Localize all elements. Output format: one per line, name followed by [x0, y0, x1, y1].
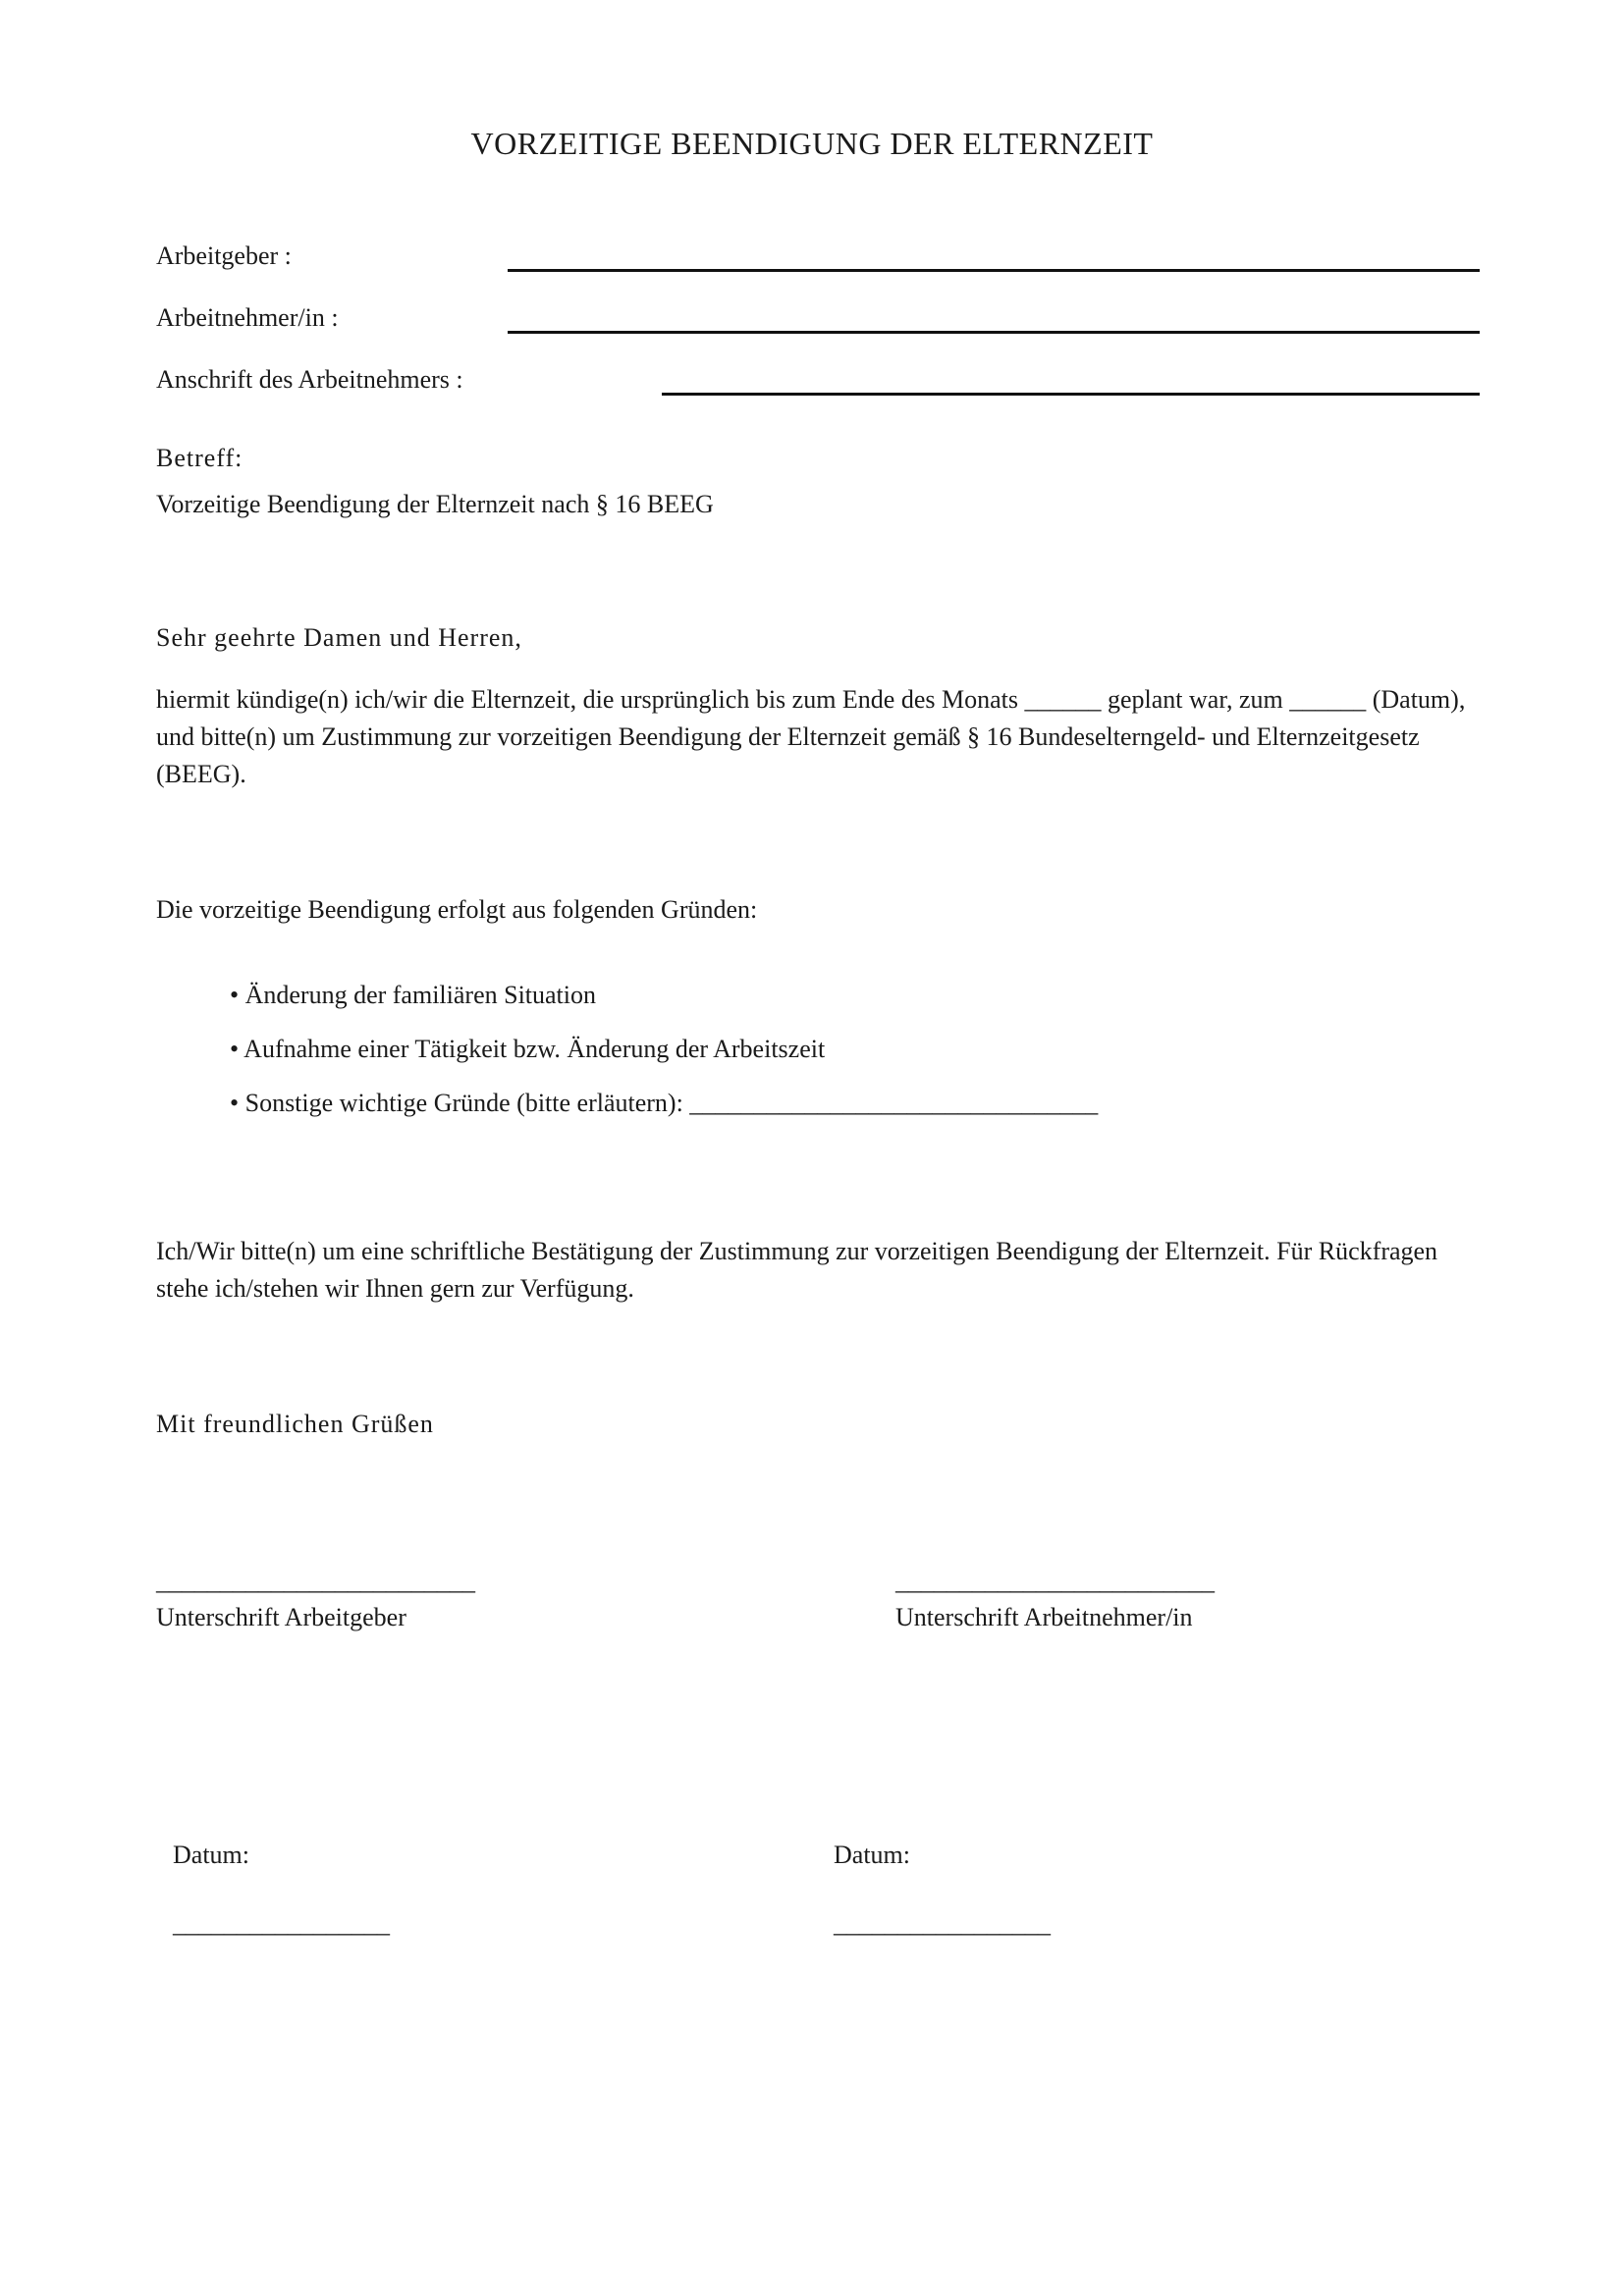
date-line-left[interactable]: _________________ — [173, 1909, 390, 1938]
date-label-left: Datum: — [173, 1841, 249, 1869]
employer-label: Arbeitgeber : — [156, 241, 292, 270]
employer-signature-line[interactable]: _________________________ — [156, 1567, 475, 1595]
subject-label: Betreff: — [156, 444, 244, 472]
salutation: Sehr geehrte Damen und Herren, — [156, 623, 522, 652]
closing-paragraph: Ich/Wir bitte(n) um eine schriftliche Bestätigung der Zustimmung zur vorzeitigen Beendigung der Elternzeit. Für Rückfragen stehe ich/stehen wir Ihnen gern zur Verfügung. — [156, 1237, 1438, 1303]
employee-label: Arbeitnehmer/in : — [156, 303, 339, 332]
address-field[interactable] — [662, 393, 1480, 396]
address-label: Anschrift des Arbeitnehmers : — [156, 365, 463, 394]
date-line-right[interactable]: _________________ — [834, 1909, 1051, 1938]
employer-field[interactable] — [508, 269, 1480, 272]
employer-signature-label: Unterschrift Arbeitgeber — [156, 1603, 406, 1631]
body-paragraph: hiermit kündige(n) ich/wir die Elternzeit, die ursprünglich bis zum Ende des Monats ______ geplant war, zum ______ (Datum), und bitte(n) um Zustimmung zur vorzeitigen Beendigung der Elternzeit gemäß § 16 Bundeselterngeld- und Elternzeitgesetz (BEEG). — [156, 685, 1466, 788]
reason-item-employment: • Aufnahme einer Tätigkeit bzw. Änderung der Arbeitszeit — [230, 1035, 826, 1063]
employee-signature-line[interactable]: _________________________ — [895, 1567, 1215, 1595]
employee-field[interactable] — [508, 331, 1480, 334]
date-label-right: Datum: — [834, 1841, 910, 1869]
reasons-intro: Die vorzeitige Beendigung erfolgt aus folgenden Gründen: — [156, 895, 758, 924]
employee-signature-label: Unterschrift Arbeitnehmer/in — [895, 1603, 1193, 1631]
reason-item-other: • Sonstige wichtige Gründe (bitte erläutern): ________________________________ — [230, 1089, 1099, 1117]
reason-item-family: • Änderung der familiären Situation — [230, 981, 597, 1009]
document-title: VORZEITIGE BEENDIGUNG DER ELTERNZEIT — [470, 126, 1154, 161]
subject-text: Vorzeitige Beendigung der Elternzeit nach § 16 BEEG — [156, 490, 714, 518]
greeting: Mit freundlichen Grüßen — [156, 1410, 434, 1438]
